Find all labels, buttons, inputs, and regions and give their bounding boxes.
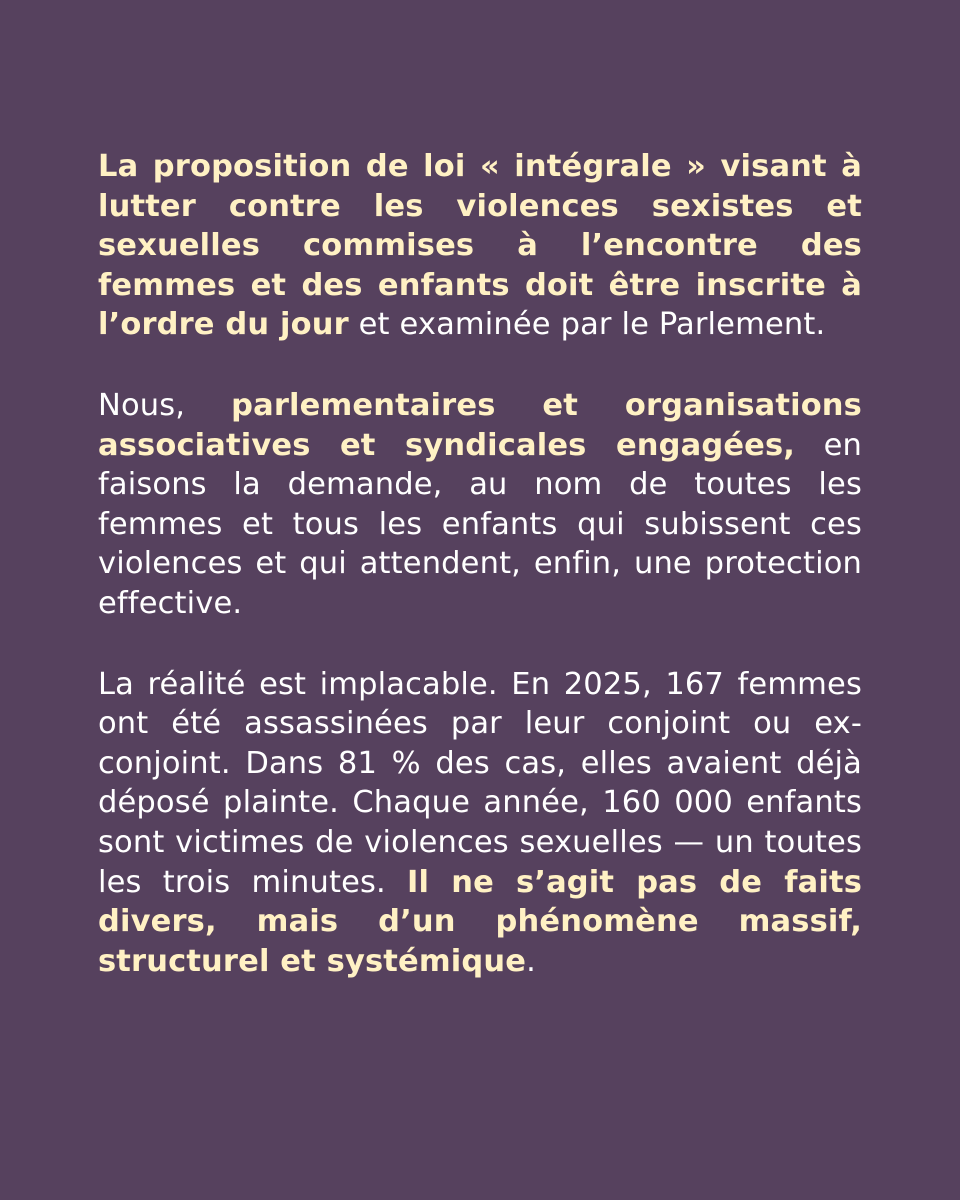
body-text: et examinée par le Parlement.: [348, 307, 826, 343]
highlighted-text: Il ne s’agit pas de faits divers, mais d’un phénomène massif, structurel et systémique: [98, 864, 863, 979]
paragraph-2: [98, 386, 862, 624]
highlighted-text: La proposition de loi « intégrale » visant à lutter contre les violences sexistes et sexuelles commises à l’encontre des femmes et des enfants doit être inscrite à l’ordre du jour: [98, 149, 862, 343]
paragraph-1: [98, 147, 862, 345]
body-text: La réalité est implacable. En 2025, 167 femmes ont été assassinées par leur conjoint ou ex-conjoint. Dans 81 % des cas, elles avaient déjà déposé plainte. Chaque année, 160 000 enfants sont victimes de violences sexuelles — un toutes les trois minutes.: [98, 666, 862, 900]
body-text: .: [526, 943, 536, 979]
body-text: en faisons la demande, au nom de toutes les femmes et tous les enfants qui subissent ces violences et qui attendent, enfin, une protection effective.: [98, 427, 862, 621]
highlighted-text: parlementaires et organisations associatives et syndicales engagées,: [98, 387, 862, 463]
paragraph-3: [98, 665, 862, 982]
body-text: Nous,: [98, 387, 232, 423]
